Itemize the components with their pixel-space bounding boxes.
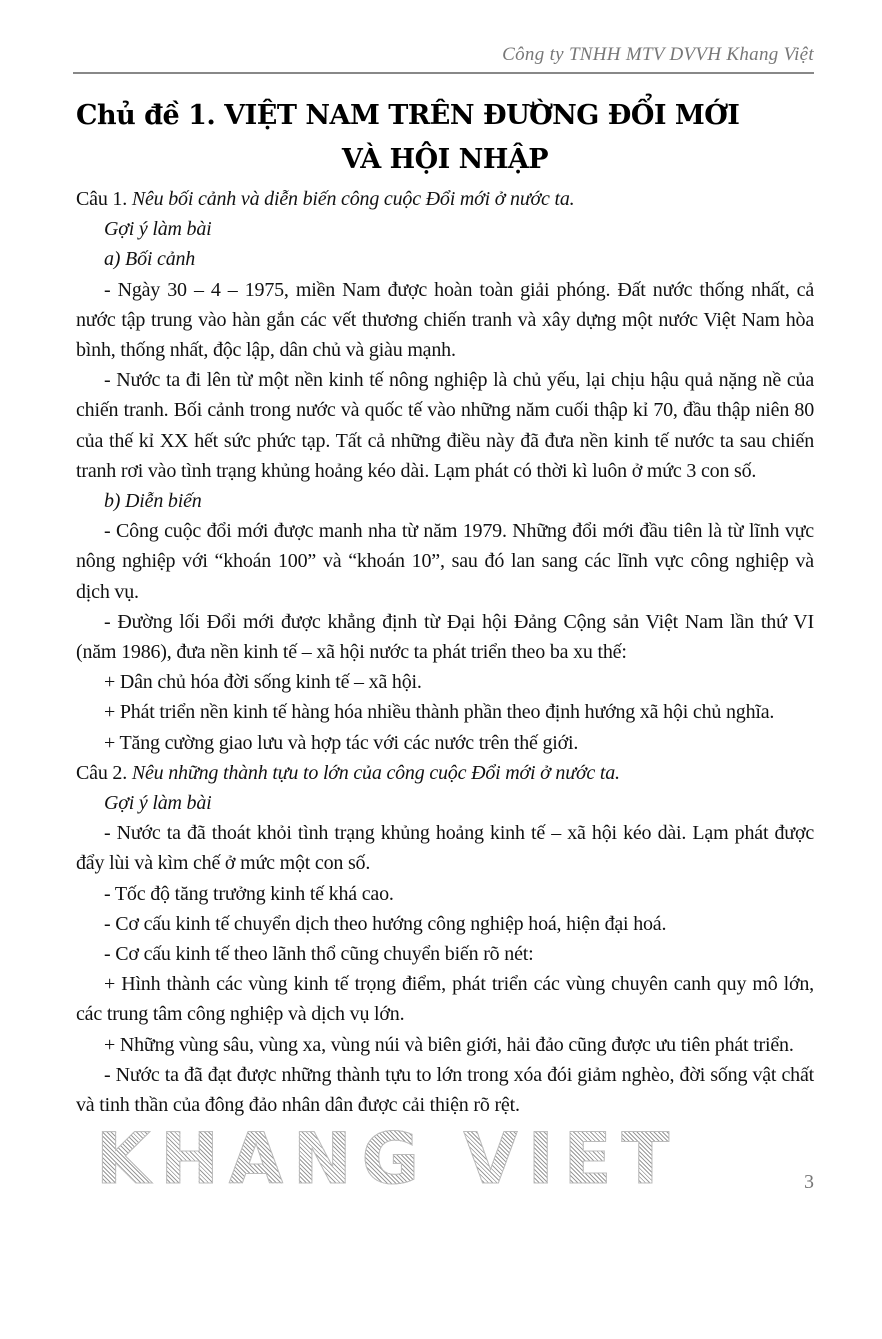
chapter-title-line1: Chủ đề 1. VIỆT NAM TRÊN ĐƯỜNG ĐỔI MỚI (76, 100, 740, 131)
question-2 (76, 758, 814, 788)
question-label: Câu 2. (76, 761, 128, 784)
question-text: Nêu bối cảnh và diễn biến công cuộc Đổi mới ở nước ta. (131, 188, 575, 210)
chapter-title-line2: VÀ HỘI NHẬP (341, 144, 549, 175)
watermark: KHANG VIET (96, 1118, 680, 1201)
paragraph: - Nước ta đã thoát khỏi tình trạng khủng hoảng kinh tế – xã hội kéo dài. Lạm phát được đẩy lùi và kìm chế ở mức một con số. (76, 822, 814, 875)
hint-heading: Gợi ý làm bài (104, 218, 212, 241)
paragraph: + Phát triển nền kinh tế hàng hóa nhiều thành phần theo định hướng xã hội chủ nghĩa. (104, 701, 775, 724)
paragraph: - Cơ cấu kinh tế chuyển dịch theo hướng công nghiệp hoá, hiện đại hoá. (104, 912, 667, 935)
paragraph: + Tăng cường giao lưu và hợp tác với các nước trên thế giới. (104, 731, 579, 754)
running-header: Công ty TNHH MTV DVVH Khang Việt (73, 44, 814, 74)
section-heading: b) Diễn biến (104, 490, 202, 513)
paragraph: - Nước ta đã đạt được những thành tựu to lớn trong xóa đói giảm nghèo, đời sống vật chất và tinh thần của đông đảo nhân dân được cải thiện rõ rệt. (76, 1063, 814, 1117)
question-text: Nêu những thành tựu to lớn của công cuộc Đổi mới ở nước ta. (131, 761, 620, 784)
page-footer (76, 1118, 814, 1201)
section-heading: a) Bối cảnh (104, 248, 196, 271)
page-number: 3 (804, 1171, 814, 1194)
paragraph: + Dân chủ hóa đời sống kinh tế – xã hội. (104, 671, 422, 694)
paragraph: - Công cuộc đổi mới được manh nha từ năm 1979. Những đổi mới đầu tiên là từ lĩnh vực nông nghiệp với “khoán 100” và “khoán 10”, sau đó lan sang các lĩnh vực công nghiệp và dịch vụ. (76, 520, 814, 603)
paragraph: - Cơ cấu kinh tế theo lãnh thổ cũng chuyển biến rõ nét: (104, 943, 534, 966)
page-body (76, 184, 814, 1120)
hint-heading: Gợi ý làm bài (104, 792, 212, 815)
paragraph: + Những vùng sâu, vùng xa, vùng núi và biên giới, hải đảo cũng được ưu tiên phát triển. (104, 1033, 794, 1056)
paragraph: - Đường lối Đổi mới được khẳng định từ Đại hội Đảng Cộng sản Việt Nam lần thứ VI (năm 1986), đưa nền kinh tế – xã hội nước ta phát triển theo ba xu thế: (76, 610, 814, 664)
question-1 (76, 184, 814, 214)
question-label: Câu 1. (76, 188, 128, 210)
paragraph: - Tốc độ tăng trưởng kinh tế khá cao. (104, 882, 394, 905)
paragraph: - Nước ta đi lên từ một nền kinh tế nông nghiệp là chủ yếu, lại chịu hậu quả nặng nề của chiến tranh. Bối cảnh trong nước và quốc tế vào những năm cuối thập kỉ 70, đầu thập niên 80 của thế kỉ XX hết sức phức tạp. Tất cả những điều này đã đưa nền kinh tế nước ta sau chiến tranh rơi vào tình trạng khủng hoảng kéo dài. Lạm phát có thời kì luôn ở mức 3 con số. (76, 369, 814, 482)
paragraph: - Ngày 30 – 4 – 1975, miền Nam được hoàn toàn giải phóng. Đất nước thống nhất, cả nước tập trung vào hàn gắn các vết thương chiến tranh và xây dựng một nước Việt Nam hòa bình, thống nhất, độc lập, dân chủ và giàu mạnh. (76, 278, 814, 362)
paragraph: + Hình thành các vùng kinh tế trọng điểm, phát triển các vùng chuyên canh quy mô lớn, các trung tâm công nghiệp và dịch vụ lớn. (76, 973, 814, 1026)
